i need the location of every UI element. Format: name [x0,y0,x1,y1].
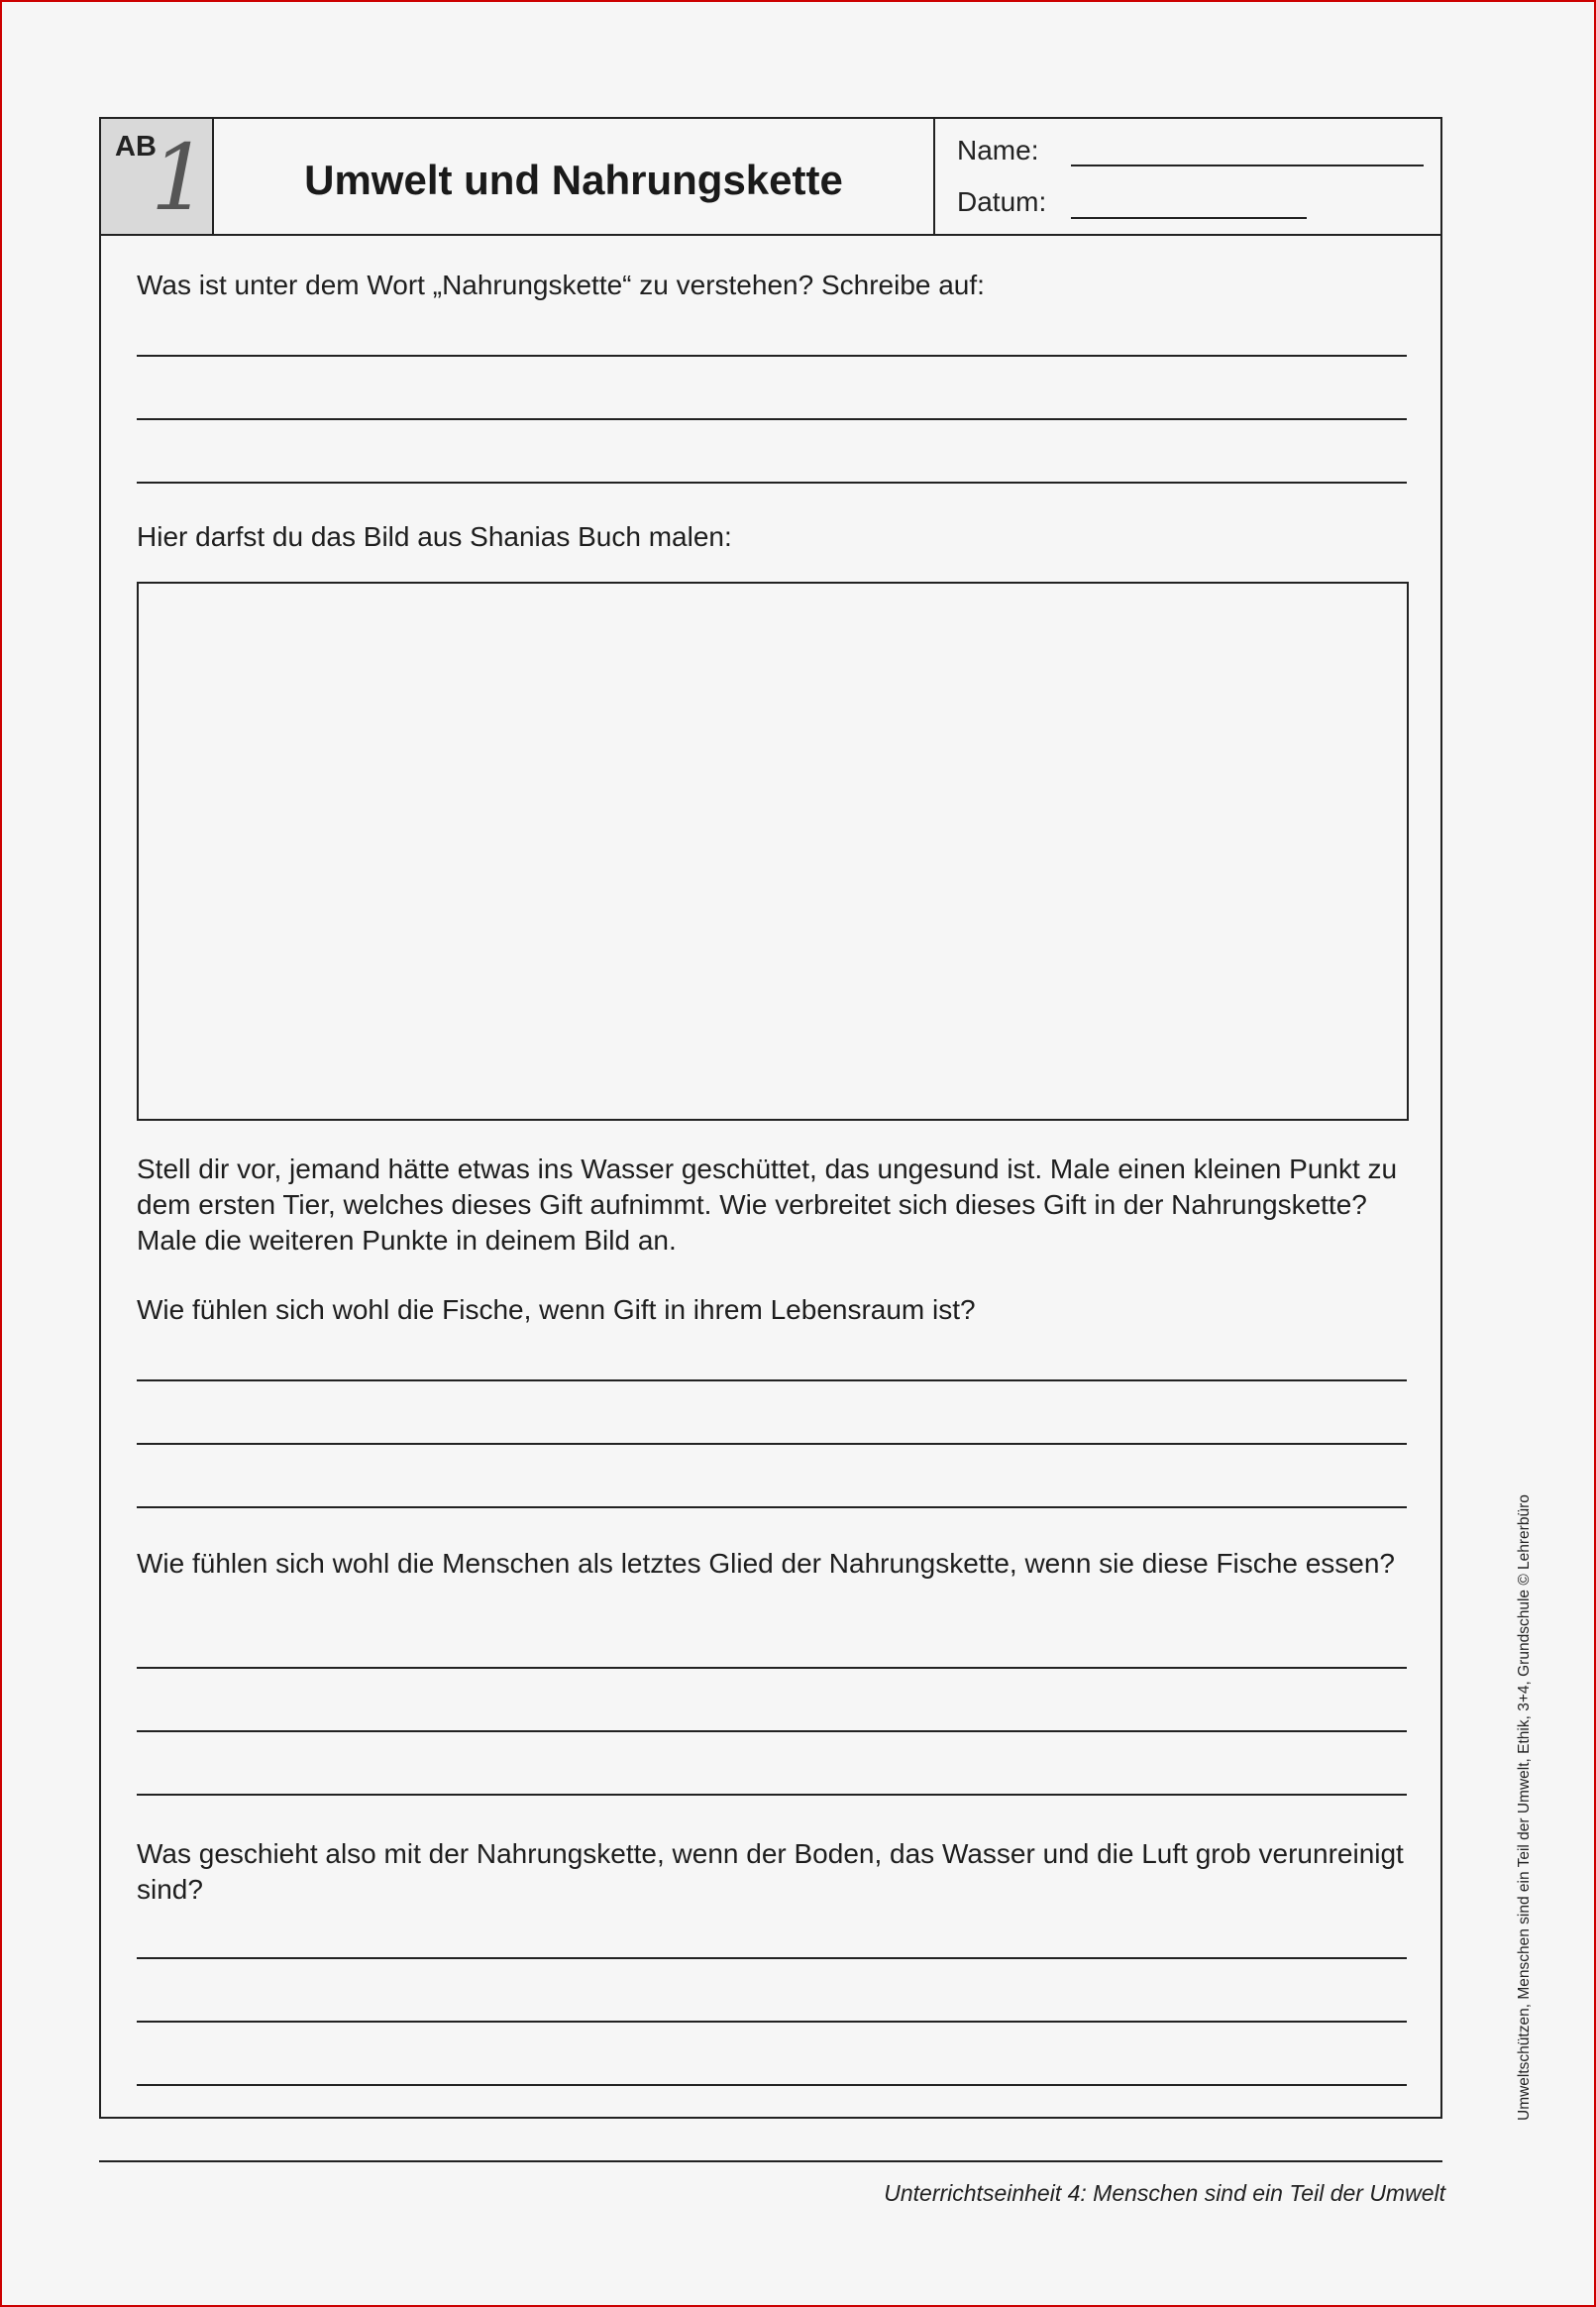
worksheet-number-box [101,119,214,234]
answer-line[interactable] [137,1730,1407,1732]
answer-line[interactable] [137,1379,1407,1381]
footer-divider [99,2160,1442,2162]
answer-line[interactable] [137,2021,1407,2023]
copyright-note: Umweltschützen, Menschen sind ein Teil der Umwelt, Ethik, 3+4, Grundschule © Lehrerbüro [1516,1494,1533,2121]
drawing-box[interactable] [137,582,1409,1121]
question-1: Was ist unter dem Wort „Nahrungskette“ zu verstehen? Schreibe auf: [137,270,985,300]
answer-line[interactable] [137,1506,1407,1508]
question-3: Stell dir vor, jemand hätte etwas ins Wasser geschüttet, das ungesund ist. Male einen kleinen Punkt zu dem ersten Tier, welches dieses Gift aufnimmt. Wie verbreitet sich dieses Gift in der Nahrungskette? Male die weiteren Punkte in deinem Bild an. [137,1154,1398,1256]
answer-line[interactable] [137,1667,1407,1669]
ab-label: AB [115,131,157,163]
answer-line[interactable] [137,1794,1407,1796]
answer-line[interactable] [137,1957,1407,1959]
question-2: Hier darfst du das Bild aus Shanias Buch malen: [137,521,732,552]
page-title: Umwelt und Nahrungskette [304,157,843,203]
worksheet [99,117,1442,2119]
name-field[interactable] [1071,165,1424,166]
answer-line[interactable] [137,1443,1407,1445]
meta-box [935,119,1440,234]
answer-line[interactable] [137,2084,1407,2086]
name-label: Name: [957,135,1039,165]
question-4: Wie fühlen sich wohl die Fische, wenn Gift in ihrem Lebensraum ist? [137,1294,976,1325]
date-label: Datum: [957,186,1047,217]
question-5: Wie fühlen sich wohl die Menschen als letztes Glied der Nahrungskette, wenn sie diese Fische essen? [137,1548,1395,1579]
ab-number: 1 [151,125,209,231]
answer-line[interactable] [137,418,1407,420]
answer-line[interactable] [137,482,1407,484]
worksheet-header [101,119,1440,236]
question-6: Was geschieht also mit der Nahrungskette, wenn der Boden, das Wasser und die Luft grob verunreinigt sind? [137,1838,1404,1905]
title-box [214,119,935,234]
answer-line[interactable] [137,355,1407,357]
date-field[interactable] [1071,217,1307,219]
footer-unit: Unterrichtseinheit 4: Menschen sind ein Teil der Umwelt [884,2180,1445,2206]
